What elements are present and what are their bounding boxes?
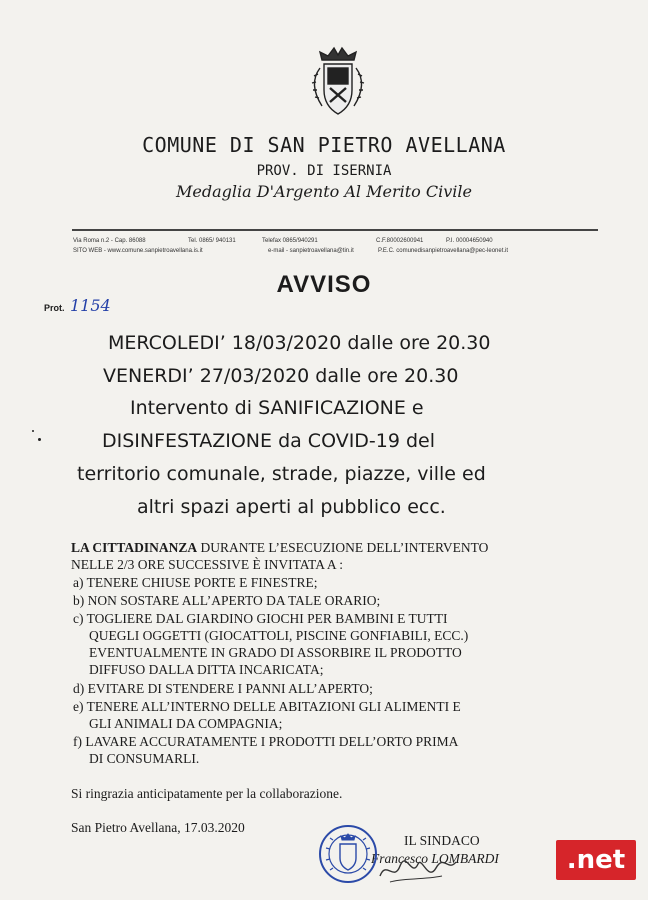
- instruction-line: b) NON SOSTARE ALL’APERTO DA TALE ORARIO;: [73, 593, 381, 608]
- contact-email: e-mail - sanpietroavellana@tin.it: [268, 248, 354, 254]
- instruction-line: a) TENERE CHIUSE PORTE E FINESTRE;: [73, 575, 318, 590]
- instruction-line: DIFFUSO DALLA DITTA INCARICATA;: [89, 662, 324, 677]
- instruction-line: f) LAVARE ACCURATAMENTE I PRODOTTI DELL’ORTO PRIMA: [73, 734, 459, 749]
- contact-sito: SITO WEB - www.comune.sanpietroavellana.is.it: [73, 248, 203, 254]
- protocol-label: Prot.: [44, 303, 65, 313]
- sindaco-role: IL SINDACO: [404, 833, 480, 848]
- intro-rest: DURANTE L’ESECUZIONE DELL’INTERVENTO: [197, 540, 489, 555]
- instruction-line: EVENTUALMENTE IN GRADO DI ASSORBIRE IL PRODOTTO: [89, 645, 462, 660]
- comune-title: COMUNE DI SAN PIETRO AVELLANA: [142, 133, 506, 157]
- intro-line-2: NELLE 2/3 ORE SUCCESSIVE È INVITATA A :: [71, 557, 343, 572]
- sindaco-name: Francesco LOMBARDI: [371, 851, 499, 866]
- header-divider: [72, 229, 598, 231]
- medaglia-line: Medaglia D'Argento Al Merito Civile: [176, 182, 472, 201]
- speck: [32, 430, 34, 432]
- contact-address: Via Roma n.2 - Cap. 86088: [73, 238, 146, 244]
- instruction-line: GLI ANIMALI DA COMPAGNIA;: [89, 716, 283, 731]
- announcement-line-5: territorio comunale, strade, piazze, ville ed: [77, 463, 486, 485]
- thanks-line: Si ringrazia anticipatamente per la collaborazione.: [71, 786, 343, 801]
- announcement-line-2: VENERDI’ 27/03/2020 dalle ore 20.30: [103, 365, 459, 387]
- avviso-title: AVVISO: [276, 271, 372, 298]
- announcement-line-4: DISINFESTAZIONE da COVID-19 del: [102, 430, 436, 452]
- instruction-line: d) EVITARE DI STENDERE I PANNI ALL’APERTO;: [73, 681, 373, 696]
- contact-pec: P.E.C. comunedisanpietroavellana@pec-leonet.it: [378, 248, 509, 254]
- announcement-line-1: MERCOLEDI’ 18/03/2020 dalle ore 20.30: [108, 332, 491, 354]
- provincia-line: PROV. DI ISERNIA: [256, 163, 392, 179]
- contact-tel: Tel. 0865/ 940131: [188, 238, 236, 244]
- speck: [38, 438, 41, 441]
- protocol-number: 1154: [70, 296, 111, 315]
- instruction-line: c) TOGLIERE DAL GIARDINO GIOCHI PER BAMBINI E TUTTI: [73, 611, 448, 626]
- instruction-line: DI CONSUMARLI.: [89, 751, 200, 766]
- announcement-line-3: Intervento di SANIFICAZIONE e: [130, 397, 424, 419]
- contact-piva: P.I. 00004650940: [446, 238, 493, 244]
- instruction-line: QUEGLI OGGETTI (GIOCATTOLI, PISCINE GONFIABILI, ECC.): [89, 628, 469, 643]
- municipal-stamp-icon: [318, 824, 378, 884]
- watermark-badge: .net: [556, 840, 636, 880]
- town-crest-icon: [300, 44, 376, 120]
- announcement-line-6: altri spazi aperti al pubblico ecc.: [137, 496, 446, 518]
- contact-cf: C.F.80002600941: [376, 238, 424, 244]
- contact-fax: Telefax 0865/940291: [262, 238, 318, 244]
- signature-icon: [372, 842, 462, 888]
- intro-bold: LA CITTADINANZA: [71, 540, 198, 555]
- intro-line-1: [71, 540, 488, 556]
- instruction-line: e) TENERE ALL’INTERNO DELLE ABITAZIONI GLI ALIMENTI E: [73, 699, 461, 714]
- place-date: San Pietro Avellana, 17.03.2020: [71, 820, 245, 835]
